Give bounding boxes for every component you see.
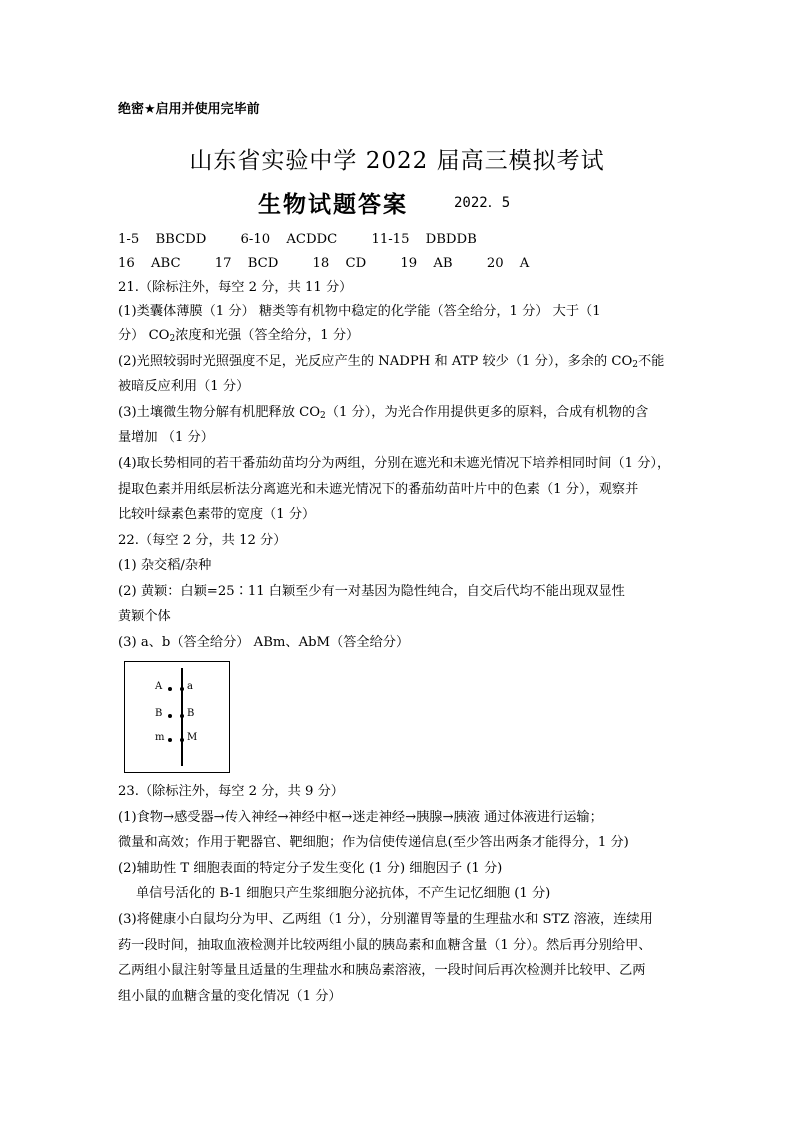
q21-answer-3b: 量增加 （1 分） — [118, 430, 214, 445]
q23-answer-2b: 单信号活化的 B-1 细胞只产生浆细胞分泌抗体，不产生记忆细胞 (1 分) — [136, 886, 551, 901]
gene-label-left: B — [155, 708, 163, 719]
mc-number: 18 — [312, 256, 330, 271]
mc-number: 20 — [486, 256, 504, 271]
text: 浓度和光强（答全给分，1 分） — [175, 328, 360, 343]
gene-label-left: A — [155, 681, 163, 692]
mc-answers-row-2 — [118, 254, 529, 274]
q21-answer-3a — [118, 403, 648, 426]
gene-label-right: M — [187, 732, 198, 743]
mc-answer: ACDDC — [286, 232, 338, 247]
text: (3)土壤微生物分解有机肥释放 CO — [118, 405, 321, 420]
mc-number: 17 — [214, 256, 232, 271]
q22-answer-2a: (2) 黄颖：白颖=25∶11 白颖至少有一对基因为隐性纯合，自交后代均不能出现双显性 — [118, 584, 625, 599]
q21-answer-4c: 比较叶绿素色素带的宽度（1 分） — [118, 507, 316, 522]
q21-heading: 21.（除标注外，每空 2 分，共 11 分） — [118, 280, 353, 295]
mc-answers-row-1 — [118, 230, 477, 250]
q21-answer-1a: (1)类囊体薄膜（1 分） 糖类等有机物中稳定的化学能（答全给分，1 分） 大于（1 — [118, 304, 601, 319]
text: 分） CO — [118, 328, 170, 343]
q22-heading: 22.（每空 2 分，共 12 分） — [118, 533, 287, 548]
q22-answer-1: (1) 杂交稻/杂种 — [118, 558, 212, 573]
mc-answer: BBCDD — [155, 232, 207, 247]
q22-answer-2b: 黄颖个体 — [118, 609, 171, 624]
text: （1 分），为光合作用提供更多的原料，合成有机物的含 — [325, 405, 649, 420]
chromosome-diagram — [124, 661, 230, 773]
q23-answer-3d: 组小鼠的血糖含量的变化情况（1 分） — [118, 989, 342, 1004]
answer-subtitle: 生物试题答案 — [258, 192, 408, 218]
q23-heading: 23.（除标注外，每空 2 分，共 9 分） — [118, 784, 344, 799]
mc-range: 11-15 — [371, 232, 410, 247]
q23-answer-1a: (1)食物→感受器→传入神经→神经中枢→迷走神经→胰腺→胰液 通过体液进行运输； — [118, 810, 603, 825]
gene-dot — [180, 714, 184, 718]
q23-answer-3a: (3)将健康小白鼠均分为甲、乙两组（1 分），分别灌胃等量的生理盐水和 STZ 溶液，连续用 — [118, 912, 653, 927]
subscript: 2 — [320, 411, 326, 421]
q23-answer-3b: 药一段时间，抽取血液检测并比较两组小鼠的胰岛素和血糖含量（1 分）。然后再分别给甲、 — [118, 938, 652, 953]
q21-answer-4b: 提取色素并用纸层析法分离遮光和未遮光情况下的番茄幼苗叶片中的色素（1 分），观察并 — [118, 482, 639, 497]
mc-answer: DBDDB — [425, 232, 477, 247]
mc-answer: CD — [345, 256, 367, 271]
exam-date: 2022．5 — [454, 195, 511, 211]
gene-dot — [168, 738, 172, 742]
q23-answer-3c: 乙两组小鼠注射等量且适量的生理盐水和胰岛素溶液，一段时间后再次检测并比较甲、乙两 — [118, 963, 646, 978]
q23-answer-2a: (2)辅助性 T 细胞表面的特定分子发生变化 (1 分) 细胞因子 (1 分) — [118, 861, 503, 876]
gene-label-left: m — [155, 732, 165, 743]
gene-dot — [168, 714, 172, 718]
q21-answer-2b: 被暗反应利用（1 分） — [118, 379, 250, 394]
q22-answer-3: (3) a、b（答全给分） ABm、AbM（答全给分） — [118, 635, 410, 650]
mc-answer: AB — [433, 256, 453, 271]
gene-dot — [168, 687, 172, 691]
mc-range: 6-10 — [240, 232, 271, 247]
mc-number: 16 — [118, 256, 135, 271]
gene-dot — [180, 738, 184, 742]
q21-answer-4a: (4)取长势相同的若干番茄幼苗均分为两组，分别在遮光和未遮光情况下培养相同时间（1 分）， — [118, 456, 671, 471]
gene-label-right: a — [187, 681, 193, 692]
mc-answer: A — [519, 256, 530, 271]
mc-number: 19 — [400, 256, 418, 271]
subscript: 2 — [169, 334, 176, 344]
text: 不能 — [638, 354, 665, 369]
q21-answer-1b — [118, 326, 359, 349]
exam-title: 山东省实验中学 2022 届高三模拟考试 — [189, 148, 605, 174]
subscript: 2 — [632, 360, 638, 370]
confidential-label: 绝密★启用并使用完毕前 — [118, 102, 260, 117]
mc-range: 1-5 — [118, 232, 140, 247]
mc-answer: BCD — [247, 256, 279, 271]
gene-label-right: B — [187, 708, 195, 719]
gene-dot — [180, 687, 184, 691]
mc-answer: ABC — [150, 256, 181, 271]
text: (2)光照较弱时光照强度不足，光反应产生的 NADPH 和 ATP 较少（1 分），多余的 CO — [118, 354, 633, 369]
q21-answer-2a — [118, 352, 664, 375]
q23-answer-1b: 微量和高效；作用于靶器官、靶细胞；作为信使传递信息(至少答出两条才能得分，1 分) — [118, 835, 629, 850]
